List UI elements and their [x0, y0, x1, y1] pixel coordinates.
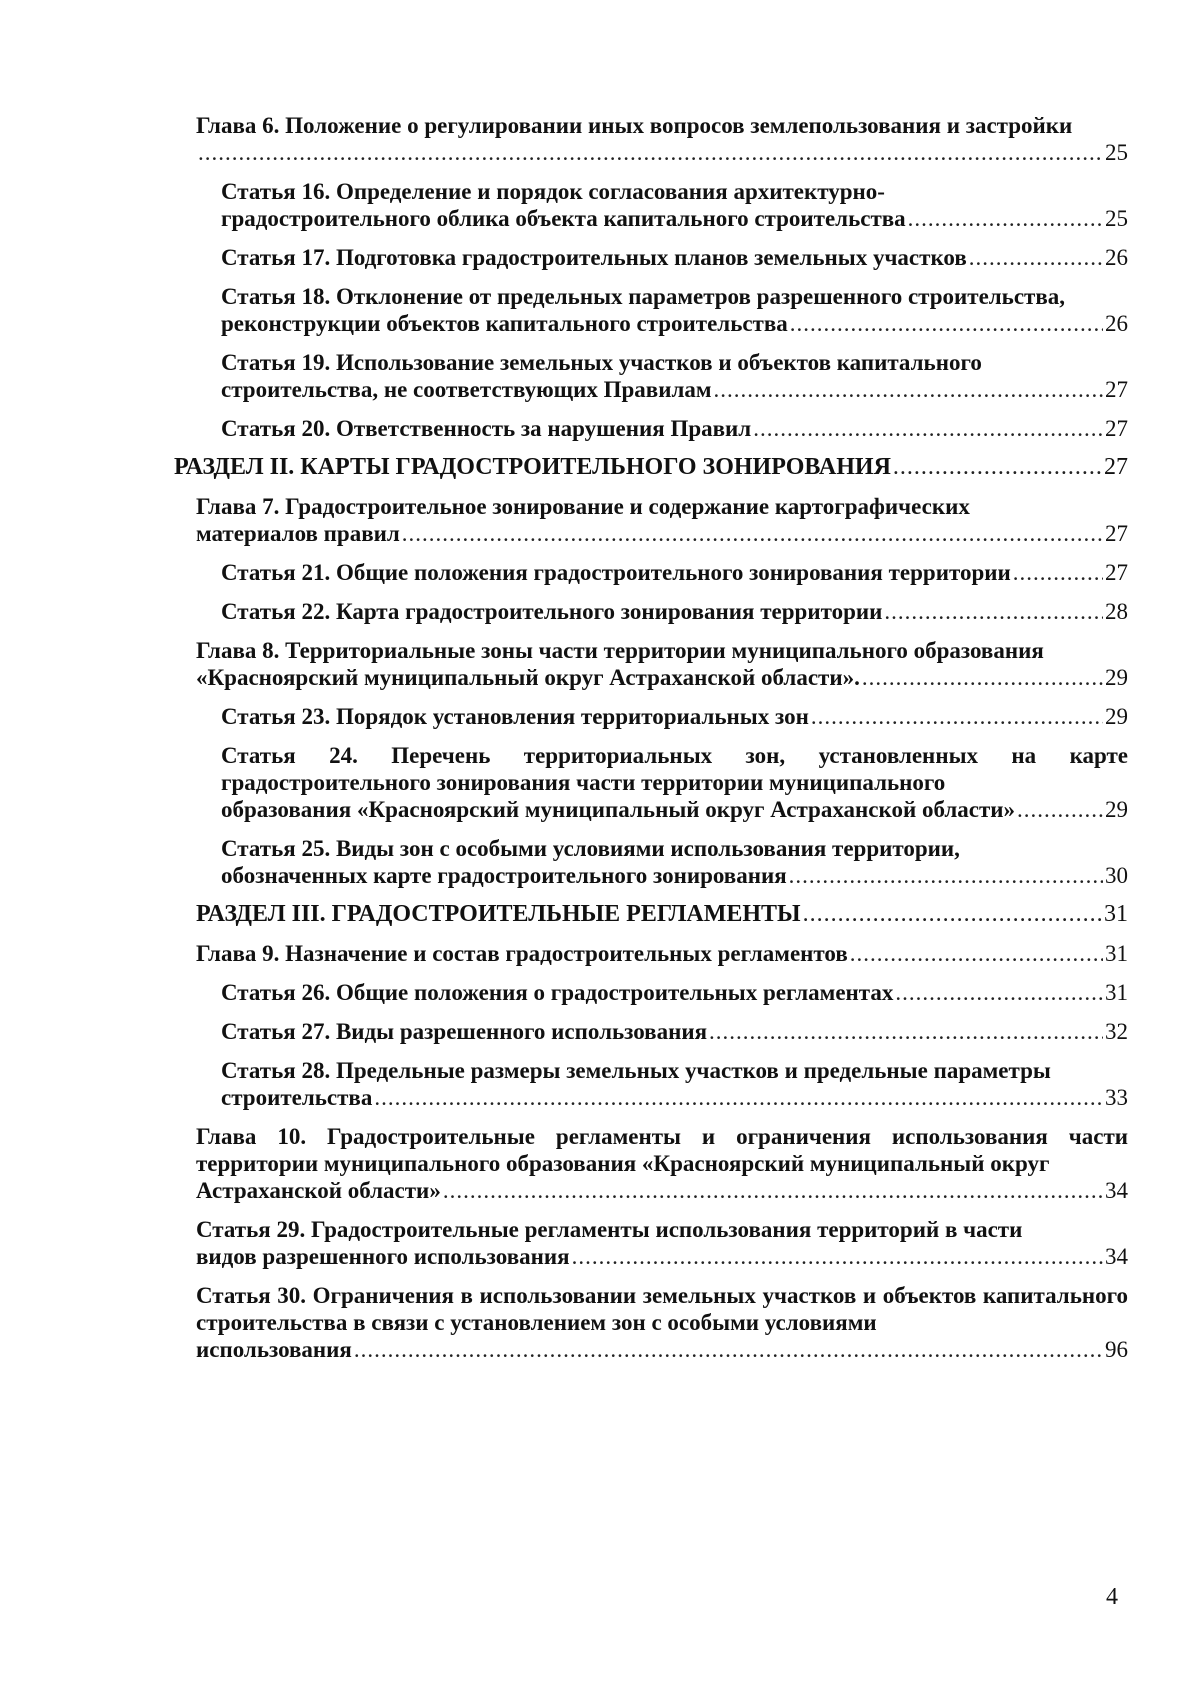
toc-page-number: 29	[1105, 797, 1128, 822]
toc-entry-title-end: градостроительного облика объекта капитального строительства	[221, 206, 906, 231]
toc-entry-title: Статья 19. Использование земельных участков и объектов капитального	[221, 350, 982, 375]
toc-page-number: 26	[1105, 311, 1128, 336]
toc-entry-title-end: обозначенных карте градостроительного зонирования	[221, 863, 787, 888]
toc-entry-last-line	[196, 901, 1128, 928]
toc-entry-last-line	[221, 310, 1128, 337]
toc-page-number: 34	[1105, 1178, 1128, 1203]
toc-entry[interactable]	[221, 415, 1128, 442]
toc-page-number: 29	[1105, 665, 1128, 690]
toc-page-number: 34	[1105, 1244, 1128, 1269]
page-number: 4	[1106, 1584, 1118, 1610]
toc-entry-title-end: строительства	[221, 1085, 373, 1110]
dot-leader	[895, 979, 1103, 1006]
dot-leader	[969, 244, 1103, 271]
toc-entry-last-line	[196, 139, 1128, 166]
toc-entry[interactable]	[221, 244, 1128, 271]
toc-page-number: 25	[1105, 140, 1128, 165]
table-of-contents	[0, 112, 1200, 1375]
toc-entry-title: Глава 10. Градостроительные регламенты и ограничения использования части территории муниципального образования «Красноярский муниципальный округ	[196, 1124, 1128, 1176]
toc-entry-last-line	[221, 598, 1128, 625]
toc-entry-last-line	[221, 244, 1128, 271]
toc-entry-title-end: РАЗДЕЛ II. КАРТЫ ГРАДОСТРОИТЕЛЬНОГО ЗОНИРОВАНИЯ	[174, 454, 891, 480]
toc-entry-title-end: Статья 26. Общие положения о градостроительных регламентах	[221, 980, 894, 1005]
toc-entry[interactable]	[221, 703, 1128, 730]
dot-leader	[850, 940, 1103, 967]
toc-entry[interactable]	[196, 112, 1128, 166]
toc-entry[interactable]	[221, 349, 1128, 403]
toc-entry-title: Глава 7. Градостроительное зонирование и содержание картографических	[196, 494, 970, 519]
dot-leader	[714, 376, 1103, 403]
toc-entry-title-end: Статья 22. Карта градостроительного зонирования территории	[221, 599, 883, 624]
toc-entry[interactable]	[196, 940, 1128, 967]
toc-entry[interactable]	[196, 901, 1128, 928]
toc-entry[interactable]	[174, 454, 1128, 481]
toc-entry-last-line	[221, 703, 1128, 730]
toc-entry[interactable]	[221, 1057, 1128, 1111]
toc-page-number: 30	[1105, 863, 1128, 888]
toc-entry-title-end: Статья 17. Подготовка градостроительных планов земельных участков	[221, 245, 967, 270]
toc-entry-title: Статья 30. Ограничения в использовании земельных участков и объектов капитального строительства в связи с установлением зон с особыми условиями	[196, 1283, 1128, 1335]
toc-entry-last-line	[221, 415, 1128, 442]
toc-entry-title-end: «Красноярский муниципальный округ Астраханской области».	[196, 665, 860, 690]
dot-leader	[789, 862, 1103, 889]
dot-leader	[803, 901, 1102, 928]
dot-leader	[374, 1084, 1103, 1111]
toc-entry-title-end: образования «Красноярский муниципальный округ Астраханской области»	[221, 797, 1016, 822]
toc-entry-title-end: Статья 27. Виды разрешенного использования	[221, 1019, 708, 1044]
dot-leader	[402, 520, 1103, 547]
toc-page-number: 25	[1105, 206, 1128, 231]
toc-page-number: 27	[1105, 377, 1128, 402]
toc-entry-title: Статья 29. Градостроительные регламенты использования территорий в части	[196, 1217, 1023, 1242]
toc-entry-last-line	[196, 664, 1128, 691]
toc-entry[interactable]	[196, 493, 1128, 547]
toc-entry-last-line	[221, 979, 1128, 1006]
toc-entry-last-line	[221, 376, 1128, 403]
toc-entry-title: Глава 6. Положение о регулировании иных вопросов землепользования и застройки	[196, 113, 1073, 138]
dot-leader	[790, 310, 1103, 337]
toc-entry[interactable]	[196, 1216, 1128, 1270]
toc-entry-title-end: РАЗДЕЛ III. ГРАДОСТРОИТЕЛЬНЫЕ РЕГЛАМЕНТЫ	[196, 901, 801, 927]
toc-entry-title-end: реконструкции объектов капитального строительства	[221, 311, 788, 336]
toc-entry-last-line	[221, 862, 1128, 889]
dot-leader	[908, 205, 1103, 232]
toc-page-number: 29	[1105, 704, 1128, 729]
toc-entry-title: Статья 18. Отклонение от предельных параметров разрешенного строительства,	[221, 284, 1066, 309]
toc-entry-last-line	[196, 520, 1128, 547]
dot-leader	[893, 454, 1102, 481]
dot-leader	[443, 1177, 1103, 1204]
toc-page-number: 26	[1105, 245, 1128, 270]
toc-entry-title-end: материалов правил	[196, 521, 400, 546]
dot-leader	[1017, 796, 1103, 823]
toc-entry-title: Статья 28. Предельные размеры земельных участков и предельные параметры	[221, 1058, 1051, 1083]
toc-entry-title-end: видов разрешенного использования	[196, 1244, 570, 1269]
toc-page-number: 32	[1105, 1019, 1128, 1044]
toc-entry-title-end: Астраханской области»	[196, 1178, 441, 1203]
toc-page-number: 27	[1105, 416, 1128, 441]
toc-page-number: 96	[1105, 1337, 1128, 1362]
toc-entry-title: Статья 25. Виды зон с особыми условиями использования территории,	[221, 836, 960, 861]
toc-entry-title-end: Статья 23. Порядок установления территориальных зон	[221, 704, 809, 729]
toc-entry-title: Глава 8. Территориальные зоны части территории муниципального образования	[196, 638, 1044, 663]
toc-entry[interactable]	[221, 742, 1128, 823]
toc-entry-title-end: строительства, не соответствующих Правилам	[221, 377, 712, 402]
dot-leader	[572, 1243, 1103, 1270]
dot-leader	[709, 1018, 1103, 1045]
toc-page-number: 27	[1105, 521, 1128, 546]
toc-page-number: 33	[1105, 1085, 1128, 1110]
toc-entry[interactable]	[196, 1282, 1128, 1363]
dot-leader	[753, 415, 1103, 442]
toc-entry-title-end: использования	[196, 1337, 352, 1362]
toc-page-number: 31	[1104, 901, 1128, 927]
toc-entry-last-line	[221, 1084, 1128, 1111]
toc-entry-last-line	[221, 796, 1128, 823]
toc-entry-last-line	[174, 454, 1128, 481]
toc-entry-last-line	[221, 559, 1128, 586]
toc-entry-title: Статья 24. Перечень территориальных зон, установленных на карте градостроительного зонирования части территории муниципального	[221, 743, 1128, 795]
toc-entry[interactable]	[196, 1123, 1128, 1204]
toc-entry[interactable]	[221, 979, 1128, 1006]
toc-entry-last-line	[196, 1177, 1128, 1204]
toc-entry[interactable]	[221, 598, 1128, 625]
toc-entry[interactable]	[196, 637, 1128, 691]
dot-leader	[1013, 559, 1103, 586]
dot-leader	[811, 703, 1103, 730]
toc-entry-title: Статья 16. Определение и порядок согласования архитектурно-	[221, 179, 885, 204]
toc-entry-last-line	[196, 940, 1128, 967]
dot-leader	[884, 598, 1103, 625]
toc-page-number: 31	[1105, 980, 1128, 1005]
dot-leader	[354, 1336, 1103, 1363]
toc-entry-last-line	[196, 1336, 1128, 1363]
dot-leader	[862, 664, 1103, 691]
toc-entry-title-end: Статья 20. Ответственность за нарушения Правил	[221, 416, 752, 441]
dot-leader	[198, 139, 1103, 166]
toc-page-number: 28	[1105, 599, 1128, 624]
toc-entry-title-end: Глава 9. Назначение и состав градостроительных регламентов	[196, 941, 848, 966]
toc-page-number: 27	[1105, 560, 1128, 585]
toc-entry-last-line	[221, 1018, 1128, 1045]
toc-page-number: 31	[1105, 941, 1128, 966]
toc-entry[interactable]	[221, 1018, 1128, 1045]
toc-entry[interactable]	[221, 283, 1128, 337]
toc-page-number: 27	[1104, 454, 1128, 480]
toc-entry-title-end: Статья 21. Общие положения градостроительного зонирования территории	[221, 560, 1011, 585]
toc-entry[interactable]	[221, 559, 1128, 586]
toc-entry[interactable]	[221, 835, 1128, 889]
toc-entry-last-line	[196, 1243, 1128, 1270]
toc-entry[interactable]	[221, 178, 1128, 232]
toc-entry-last-line	[221, 205, 1128, 232]
